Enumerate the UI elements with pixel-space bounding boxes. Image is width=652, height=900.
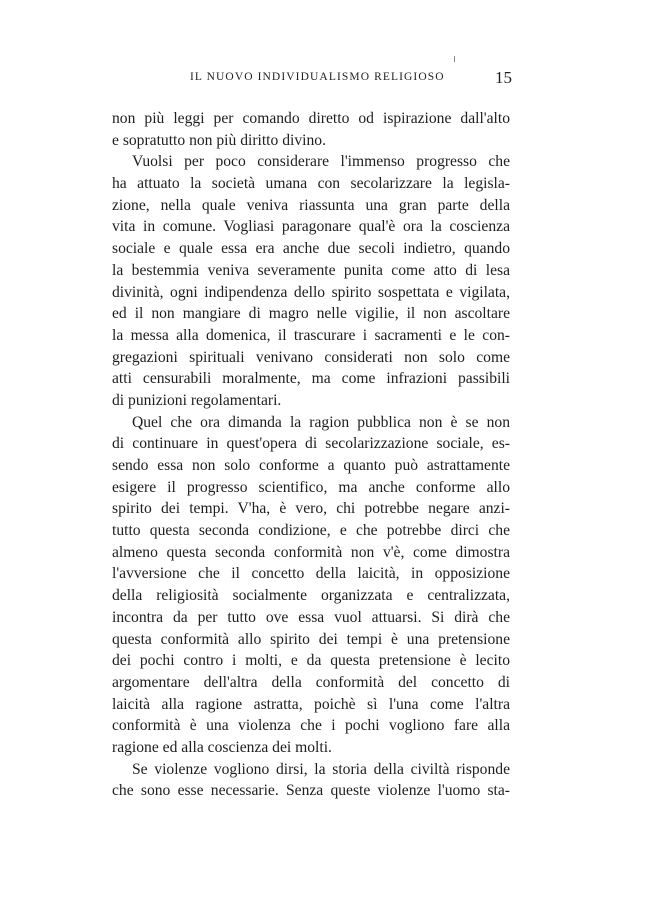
- text-line: ed il non mangiare di magro nelle vigilie, il non ascoltare: [112, 305, 510, 323]
- text-line: tutto questa seconda condizione, e che potrebbe dirci che: [112, 522, 510, 540]
- text-line: ragione ed alla coscienza dei molti.: [112, 738, 332, 756]
- text-line: Se violenze vogliono dirsi, la storia della civiltà risponde: [132, 760, 510, 778]
- text-line: dei pochi contro i molti, e da questa pretensione è lecito: [112, 652, 510, 670]
- text-line: atti censurabili moralmente, ma come infrazioni passibili: [112, 370, 510, 388]
- text-line: che sono esse necessarie. Senza queste violenze l'uomo sta-: [112, 782, 510, 800]
- text-line: Vuolsi per poco considerare l'immenso progresso che: [132, 153, 510, 171]
- page-number: 15: [495, 68, 512, 87]
- running-header: [112, 68, 512, 90]
- text-line: esigere il progresso scientifico, ma anche conforme allo: [112, 478, 510, 496]
- text-line: argomentare dell'altra della conformità del concetto di: [112, 673, 510, 691]
- text-line: almeno questa seconda conformità non v'è, come dimostra: [112, 543, 510, 561]
- text-line: laicità alla ragione astratta, poichè sì l'una come l'altra: [112, 695, 510, 713]
- running-title: IL NUOVO INDIVIDUALISMO RELIGIOSO: [190, 71, 445, 83]
- text-line: spirito dei tempi. V'ha, è vero, chi potrebbe negare anzi-: [112, 500, 510, 518]
- text-line: conformità è una violenza che i pochi vogliono fare alla: [112, 717, 510, 735]
- text-line: gregazioni spirituali venivano considerati non solo come: [112, 348, 510, 366]
- text-line: incontra da per tutto ove essa vuol attuarsi. Si dirà che: [112, 608, 510, 626]
- text-line: questa conformità allo spirito dei tempi è una pretensione: [112, 630, 510, 648]
- body-text: [112, 108, 510, 802]
- text-line: e sopratutto non più diritto divino.: [112, 131, 326, 149]
- text-line: zione, nella quale veniva riassunta una gran parte della: [112, 196, 510, 214]
- text-line: vita in comune. Vogliasi paragonare qual'è ora la coscienza: [112, 218, 510, 236]
- text-line: ha attuato la società umana con secolarizzare la legisla-: [112, 175, 510, 193]
- text-line: Quel che ora dimanda la ragion pubblica non è se non: [132, 413, 510, 431]
- text-line: sendo essa non solo conforme a quanto può astrattamente: [112, 457, 510, 474]
- text-line: non più leggi per comando diretto od ispirazione dall'alto: [112, 110, 510, 127]
- text-line: divinità, ogni indipendenza dello spirito sospettata e vigilata,: [112, 283, 510, 301]
- text-line: di punizioni regolamentari.: [112, 391, 282, 409]
- text-line: la messa alla domenica, il trascurare i sacramenti e le con-: [112, 326, 510, 344]
- text-line: la bestemmia veniva severamente punita come atto di lesa: [112, 261, 510, 279]
- text-line: della religiosità socialmente organizzata e centralizzata,: [112, 587, 510, 605]
- text-line: l'avversione che il concetto della laicità, in opposizione: [112, 565, 510, 583]
- print-speck: [454, 56, 455, 62]
- text-line: sociale e quale essa era anche due secoli indietro, quando: [112, 240, 510, 258]
- text-line: di continuare in quest'opera di secolarizzazione sociale, es-: [112, 435, 510, 453]
